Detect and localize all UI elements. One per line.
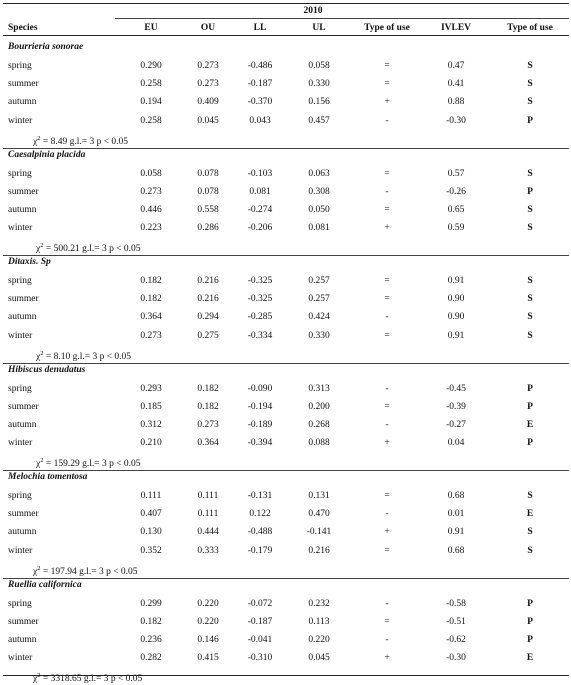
cell-type: P — [527, 438, 533, 449]
cell-ivlev: -0.62 — [446, 634, 466, 645]
cell-type: S — [527, 204, 533, 215]
cell-ivlev: -0.27 — [446, 419, 466, 430]
chi-square-statistic — [36, 240, 141, 255]
cell-ll: -0.334 — [247, 330, 273, 341]
cell-ul: 0.424 — [308, 312, 330, 323]
section-rule — [3, 363, 569, 364]
season-label: spring — [8, 168, 32, 179]
cell-ivlev: 0.91 — [447, 276, 465, 286]
season-label: autumn — [8, 419, 37, 430]
cell-use: + — [384, 438, 390, 449]
season-label: spring — [8, 61, 32, 71]
section-rule — [3, 255, 569, 256]
cell-ivlev: -0.26 — [446, 186, 466, 197]
section-rule — [3, 578, 569, 579]
season-label: autumn — [8, 204, 37, 215]
cell-ll: -0.179 — [247, 545, 273, 556]
cell-ou: 0.558 — [197, 204, 219, 215]
cell-use: - — [385, 419, 389, 430]
cell-ivlev: -0.51 — [446, 616, 466, 627]
season-label: winter — [8, 653, 33, 664]
cell-eu: 0.273 — [140, 186, 162, 197]
cell-ivlev: 0.47 — [447, 61, 465, 71]
column-header: LL — [253, 23, 267, 33]
cell-ou: 0.111 — [197, 509, 219, 520]
chi-stat-text: = 500.21 g.l.= 3 p < 0.05 — [43, 244, 141, 255]
cell-use: - — [385, 634, 389, 645]
cell-ul: 0.216 — [308, 545, 330, 556]
cell-ivlev: -0.58 — [446, 598, 466, 609]
cell-eu: 0.293 — [140, 383, 162, 394]
cell-ou: 0.146 — [197, 634, 219, 645]
cell-ul: 0.081 — [308, 223, 330, 234]
cell-ul: 0.257 — [308, 294, 330, 305]
cell-ll: -0.394 — [247, 438, 273, 449]
cell-ivlev: 0.90 — [447, 312, 465, 323]
cell-ul: 0.268 — [308, 419, 330, 430]
top-rule — [3, 3, 569, 4]
cell-eu: 0.258 — [140, 79, 162, 90]
column-header: UL — [312, 23, 326, 33]
cell-type: P — [527, 616, 533, 627]
cell-use: = — [384, 276, 390, 286]
cell-type: S — [527, 294, 533, 305]
species-name: Bourrieria sonorae — [8, 42, 84, 52]
cell-eu: 0.223 — [140, 223, 162, 234]
column-header: EU — [144, 23, 158, 33]
cell-use: - — [385, 383, 389, 394]
cell-type: S — [527, 330, 533, 341]
cell-ll: -0.041 — [247, 634, 273, 645]
cell-ou: 0.286 — [197, 223, 219, 234]
cell-use: - — [385, 115, 389, 126]
cell-ou: 0.182 — [197, 401, 219, 412]
chi-stat-text: = 197.94 g.l.= 3 p < 0.05 — [40, 566, 138, 577]
cell-use: + — [384, 97, 390, 108]
cell-ou: 0.409 — [197, 97, 219, 108]
cell-ll: -0.285 — [247, 312, 273, 323]
cell-ul: 0.330 — [308, 330, 330, 341]
cell-ll: 0.081 — [249, 186, 271, 197]
cell-ou: 0.216 — [197, 276, 219, 286]
cell-ivlev: 0.04 — [447, 438, 465, 449]
cell-ou: 0.364 — [197, 438, 219, 449]
cell-ivlev: 0.91 — [447, 330, 465, 341]
season-label: spring — [8, 491, 32, 501]
cell-ll: -0.310 — [247, 653, 273, 664]
cell-use: = — [384, 330, 390, 341]
chi-superscript: 2 — [37, 564, 41, 572]
cell-type: P — [527, 598, 533, 609]
cell-eu: 0.185 — [140, 401, 162, 412]
cell-ivlev: -0.30 — [446, 115, 466, 126]
cell-ou: 0.273 — [197, 61, 219, 71]
cell-ul: 0.050 — [308, 204, 330, 215]
species-name: Ditaxis. Sp — [8, 257, 51, 267]
cell-eu: 0.182 — [140, 276, 162, 286]
cell-type: P — [527, 186, 533, 197]
season-label: spring — [8, 383, 32, 394]
cell-type: S — [527, 97, 533, 108]
season-label: autumn — [8, 634, 37, 645]
season-label: summer — [8, 294, 39, 305]
cell-type: P — [527, 115, 533, 126]
cell-use: - — [385, 509, 389, 520]
species-name: Ruellia californica — [8, 579, 82, 590]
column-header: Type of use — [507, 23, 553, 33]
cell-ou: 0.182 — [197, 383, 219, 394]
cell-use: = — [384, 61, 390, 71]
cell-ivlev: 0.41 — [447, 79, 465, 90]
season-label: winter — [8, 438, 33, 449]
chi-symbol: χ — [36, 244, 41, 255]
cell-type: S — [527, 527, 533, 538]
cell-ul: 0.330 — [308, 79, 330, 90]
cell-ul: 0.257 — [308, 276, 330, 286]
chi-square-statistic — [33, 563, 138, 578]
chi-symbol: χ — [33, 136, 38, 147]
cell-ll: -0.370 — [247, 97, 273, 108]
season-label: summer — [8, 186, 39, 197]
species-name: Caesalpinia placida — [8, 149, 86, 160]
cell-eu: 0.058 — [140, 168, 162, 179]
cell-eu: 0.407 — [140, 509, 162, 520]
cell-eu: 0.290 — [140, 61, 162, 71]
cell-ivlev: 0.68 — [447, 545, 465, 556]
season-label: spring — [8, 598, 32, 609]
cell-type: P — [527, 401, 533, 412]
cell-eu: 0.446 — [140, 204, 162, 215]
cell-eu: 0.130 — [140, 527, 162, 538]
cell-type: S — [527, 545, 533, 556]
cell-ll: -0.194 — [247, 401, 273, 412]
cell-ll: -0.072 — [247, 598, 273, 609]
chi-symbol: χ — [33, 566, 38, 577]
cell-ou: 0.220 — [197, 598, 219, 609]
cell-ll: -0.486 — [247, 61, 273, 71]
cell-ll: -0.274 — [247, 204, 273, 215]
chi-stat-text: = 159.29 g.l.= 3 p < 0.05 — [43, 459, 141, 470]
cell-ou: 0.415 — [197, 653, 219, 664]
cell-ou: 0.220 — [197, 616, 219, 627]
cell-ul: 0.156 — [308, 97, 330, 108]
cell-ul: 0.063 — [308, 168, 330, 179]
cell-eu: 0.236 — [140, 634, 162, 645]
cell-type: E — [526, 509, 534, 520]
cell-ul: 0.131 — [308, 491, 330, 501]
chi-stat-text: = 3318.65 g.l.= 3 p < 0.05 — [40, 674, 143, 685]
cell-ul: 0.457 — [308, 115, 330, 126]
column-header: Type of use — [364, 23, 410, 33]
cell-ivlev: 0.59 — [447, 223, 465, 234]
cell-eu: 0.182 — [140, 294, 162, 305]
season-label: autumn — [8, 527, 37, 538]
cell-type: E — [526, 653, 534, 664]
cell-type: S — [527, 491, 533, 501]
column-header: Species — [8, 23, 38, 33]
cell-use: = — [384, 401, 390, 412]
cell-eu: 0.194 — [140, 97, 162, 108]
cell-ou: 0.078 — [197, 168, 219, 179]
cell-eu: 0.312 — [140, 419, 162, 430]
cell-use: - — [385, 598, 389, 609]
cell-ll: -0.187 — [247, 616, 273, 627]
cell-ll: -0.189 — [247, 419, 273, 430]
cell-use: + — [384, 653, 390, 664]
season-label: spring — [8, 276, 32, 286]
cell-ul: 0.045 — [308, 653, 330, 664]
cell-type: E — [526, 419, 534, 430]
year-rule — [115, 18, 569, 19]
column-header: IVLEV — [440, 23, 472, 33]
cell-ll: -0.488 — [247, 527, 273, 538]
season-label: winter — [8, 115, 33, 126]
cell-ivlev: -0.39 — [446, 401, 466, 412]
cell-eu: 0.352 — [140, 545, 162, 556]
species-name: Hibiscus denudatus — [8, 364, 86, 375]
cell-type: S — [527, 79, 533, 90]
cell-ou: 0.275 — [197, 330, 219, 341]
cell-ul: 0.113 — [308, 616, 330, 627]
cell-ou: 0.444 — [197, 527, 219, 538]
cell-ivlev: 0.68 — [447, 491, 465, 501]
bottom-rule — [3, 675, 569, 676]
season-label: summer — [8, 616, 39, 627]
cell-type: S — [527, 168, 533, 179]
cell-use: = — [384, 545, 390, 556]
cell-ul: 0.232 — [308, 598, 330, 609]
chi-square-statistic — [36, 455, 141, 470]
chi-square-statistic — [33, 133, 128, 148]
cell-use: = — [384, 79, 390, 90]
species-name: Melochia tomentosa — [8, 472, 88, 482]
cell-type: S — [527, 223, 533, 234]
chi-square-statistic — [36, 348, 131, 363]
cell-ll: 0.122 — [249, 509, 271, 520]
cell-type: P — [527, 383, 533, 394]
season-label: summer — [8, 401, 39, 412]
cell-eu: 0.282 — [140, 653, 162, 664]
cell-ivlev: 0.57 — [447, 168, 465, 179]
header-rule — [3, 35, 569, 36]
season-label: autumn — [8, 312, 37, 323]
chi-superscript: 2 — [40, 349, 44, 357]
cell-eu: 0.273 — [140, 330, 162, 341]
cell-ul: 0.200 — [308, 401, 330, 412]
chi-superscript: 2 — [40, 242, 44, 250]
chi-stat-text: = 8.49 g.l.= 3 p < 0.05 — [40, 136, 129, 147]
cell-eu: 0.210 — [140, 438, 162, 449]
cell-ul: 0.313 — [308, 383, 330, 394]
season-label: summer — [8, 79, 39, 90]
season-label: summer — [8, 509, 39, 520]
cell-ll: -0.090 — [247, 383, 273, 394]
chi-superscript: 2 — [40, 457, 44, 465]
cell-ul: 0.470 — [308, 509, 330, 520]
year-header: 2010 — [303, 6, 323, 16]
season-label: winter — [8, 223, 33, 234]
cell-type: S — [527, 276, 533, 286]
cell-use: = — [384, 294, 390, 305]
cell-ou: 0.078 — [197, 186, 219, 197]
cell-ou: 0.333 — [197, 545, 219, 556]
cell-ivlev: 0.91 — [447, 527, 465, 538]
section-rule — [3, 470, 569, 471]
chi-stat-text: = 8.10 g.l.= 3 p < 0.05 — [43, 351, 132, 362]
cell-type: S — [527, 312, 533, 323]
chi-superscript: 2 — [37, 134, 41, 142]
season-label: autumn — [8, 97, 37, 108]
cell-use: - — [385, 312, 389, 323]
cell-ul: 0.308 — [308, 186, 330, 197]
cell-ul: 0.058 — [308, 61, 330, 71]
cell-use: = — [384, 204, 390, 215]
cell-ou: 0.273 — [197, 419, 219, 430]
cell-ul: 0.088 — [308, 438, 330, 449]
cell-use: = — [384, 616, 390, 627]
cell-ll: -0.325 — [247, 276, 273, 286]
chi-superscript: 2 — [37, 672, 41, 680]
cell-ivlev: -0.30 — [446, 653, 466, 664]
chi-symbol: χ — [36, 351, 41, 362]
cell-ivlev: 0.90 — [447, 294, 465, 305]
cell-type: P — [527, 634, 533, 645]
cell-ou: 0.294 — [197, 312, 219, 323]
season-label: winter — [8, 330, 33, 341]
cell-ll: -0.103 — [247, 168, 273, 179]
cell-ou: 0.216 — [197, 294, 219, 305]
section-rule — [3, 148, 569, 149]
cell-ll: -0.187 — [247, 79, 273, 90]
cell-ou: 0.111 — [197, 491, 219, 501]
cell-use: = — [384, 168, 390, 179]
cell-ll: -0.325 — [247, 294, 273, 305]
cell-use: + — [384, 223, 390, 234]
season-label: winter — [8, 545, 33, 556]
cell-ou: 0.273 — [197, 79, 219, 90]
cell-ul: 0.220 — [308, 634, 330, 645]
cell-ivlev: 0.65 — [447, 204, 465, 215]
column-header: OU — [200, 23, 216, 33]
cell-ou: 0.045 — [197, 115, 219, 126]
cell-ul: -0.141 — [306, 527, 332, 538]
cell-ivlev: 0.01 — [447, 509, 465, 520]
cell-eu: 0.258 — [140, 115, 162, 126]
cell-use: + — [384, 527, 390, 538]
cell-ll: -0.206 — [247, 223, 273, 234]
cell-eu: 0.364 — [140, 312, 162, 323]
chi-symbol: χ — [33, 674, 38, 685]
cell-eu: 0.299 — [140, 598, 162, 609]
cell-eu: 0.111 — [140, 491, 162, 501]
cell-ivlev: -0.45 — [446, 383, 466, 394]
cell-ivlev: 0.88 — [447, 97, 465, 108]
chi-symbol: χ — [36, 459, 41, 470]
cell-use: - — [385, 186, 389, 197]
cell-use: = — [384, 491, 390, 501]
cell-type: S — [527, 61, 533, 71]
cell-ll: 0.043 — [249, 115, 271, 126]
cell-ll: -0.131 — [247, 491, 273, 501]
cell-eu: 0.182 — [140, 616, 162, 627]
